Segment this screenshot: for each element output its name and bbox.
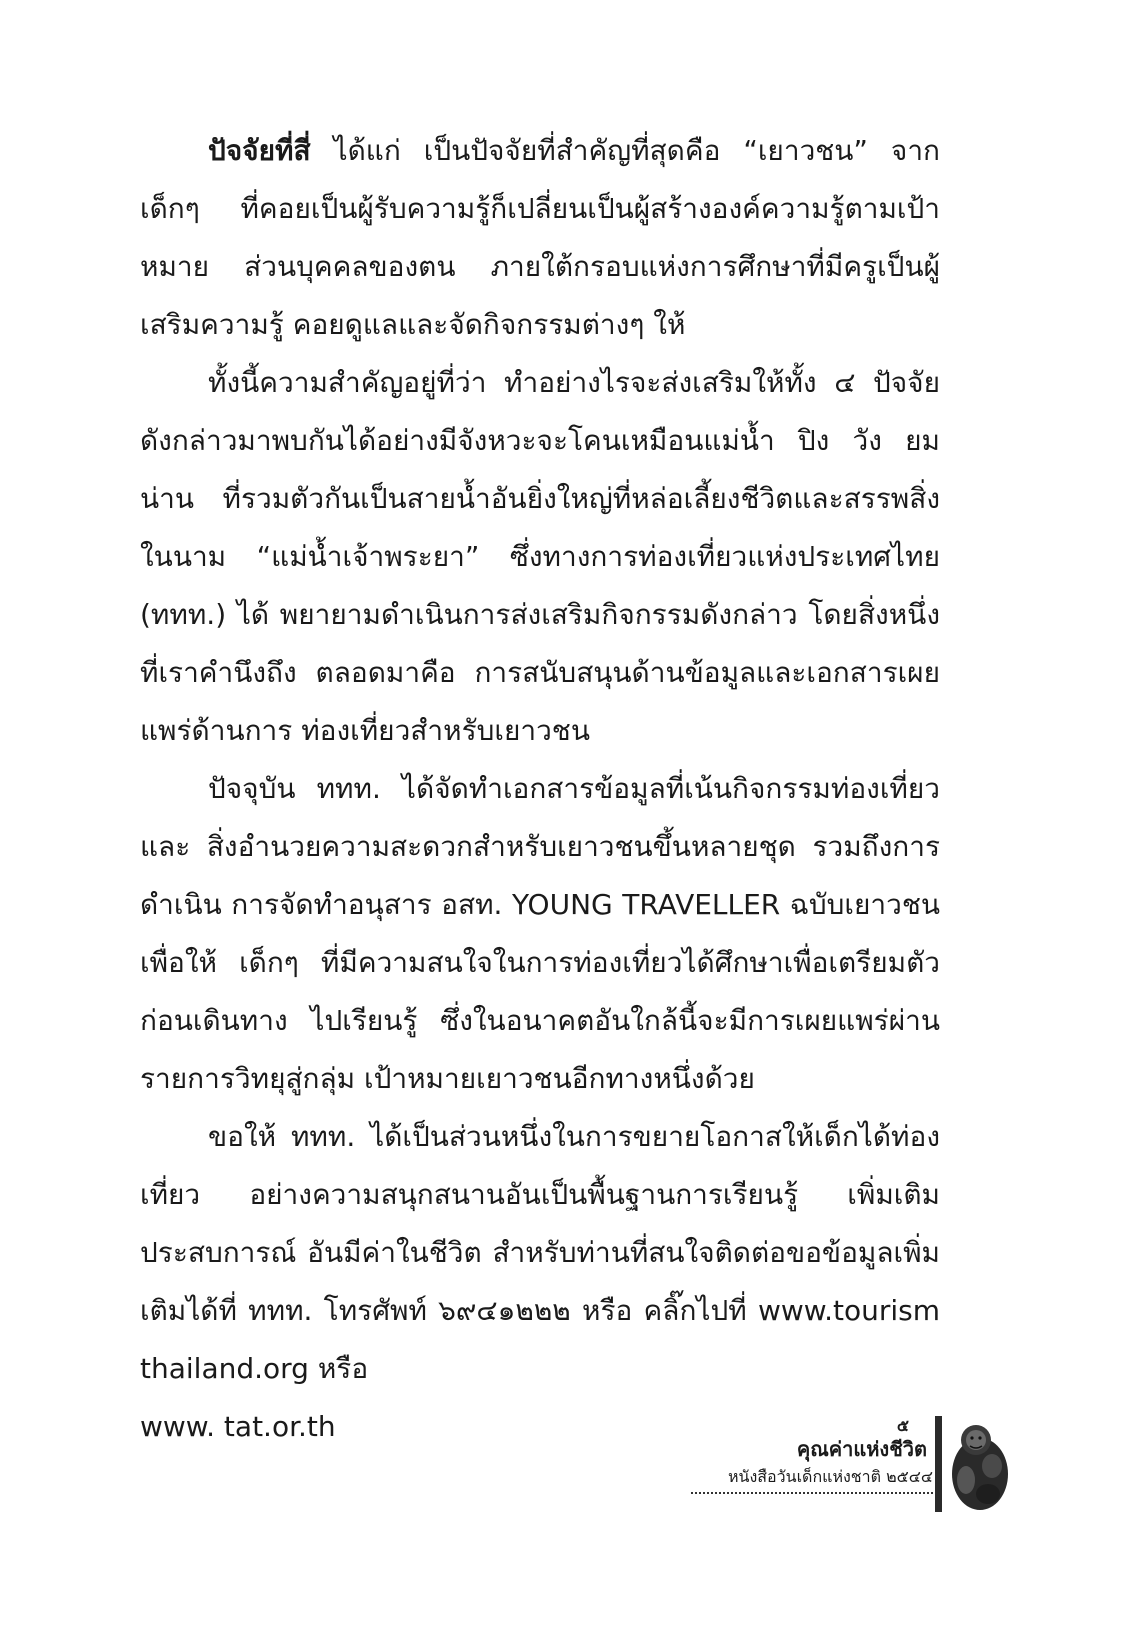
footer-subtitle: หนังสือวันเด็กแห่งชาติ ๒๕๔๔ [727,1467,933,1486]
paragraph-text: ทั้งนี้ความสำคัญอยู่ที่ว่า ทำอย่างไรจะส่งเสริมให้ทั้ง ๔ ปัจจัย ดังกล่าวมาพบกันได้อย่างมีจังหวะจะโคนเหมือนแม่น้ำ ปิง วัง ยม น่าน ที่รวมตัวกันเป็นสายน้ำอันยิ่งใหญ่ที่หล่อเลี้ยงชีวิตและสรรพสิ่งในนาม “แม่น้ำเจ้าพระยา” ซึ่งทางการท่องเที่ยวแห่งประเทศไทย (ททท.) ได้ พยายามดำเนินการส่งเสริมกิจกรรมดังกล่าว โดยสิ่งหนึ่งที่เราคำนึงถึง ตลอดมาคือ การสนับสนุนด้านข้อมูลและเอกสารเผยแพร่ด้านการ ท่องเที่ยวสำหรับเยาวชน [140,366,940,747]
child-portrait-icon [948,1410,1012,1512]
footer-divider [691,1492,941,1494]
paragraph-text: ปัจจุบัน ททท. ได้จัดทำเอกสารข้อมูลที่เน้นกิจกรรมท่องเที่ยวและ สิ่งอำนวยความสะดวกสำหรับเยาวชนขึ้นหลายชุด รวมถึงการดำเนิน การจัดทำอนุสาร อสท. YOUNG TRAVELLER ฉบับเยาวชน เพื่อให้ เด็กๆ ที่มีความสนใจในการท่องเที่ยวได้ศึกษาเพื่อเตรียมตัวก่อนเดินทาง ไปเรียนรู้ ซึ่งในอนาคตอันใกล้นี้จะมีการเผยแพร่ผ่านรายการวิทยุสู่กลุ่ม เป้าหมายเยาวชนอีกทางหนึ่งด้วย [140,772,940,1095]
paragraph-contact [140,1108,940,1398]
paragraph-text: ได้แก่ เป็นปัจจัยที่สำคัญที่สุดคือ “เยาวชน” จากเด็กๆ ที่คอยเป็นผู้รับความรู้ก็เปลี่ยนเป็นผู้สร้างองค์ความรู้ตามเป้าหมาย ส่วนบุคคลของตน ภายใต้กรอบแห่งการศึกษาที่มีครูเป็นผู้เสริมความรู้ คอยดูแลและจัดกิจกรรมต่างๆ ให้ [140,134,940,341]
website-url: www. tat.or.th [140,1410,336,1443]
footer-title: คุณค่าแห่งชีวิต [796,1437,927,1461]
footer-bar [935,1416,942,1512]
paragraph-importance [140,354,940,760]
paragraph-lead: ปัจจัยที่สี่ [208,134,311,167]
page-number: ๕ [896,1416,909,1435]
paragraph-factor-four [140,122,940,354]
paragraph-text: ขอให้ ททท. ได้เป็นส่วนหนึ่งในการขยายโอกาสให้เด็กได้ท่องเที่ยว อย่างความสนุกสนานอันเป็นพื้นฐานการเรียนรู้ เพิ่มเติมประสบการณ์ อันมีค่าในชีวิต สำหรับท่านที่สนใจติดต่อขอข้อมูลเพิ่มเติมได้ที่ ททท. โทรศัพท์ ๖๙๔๑๒๒๒ หรือ คลิ๊กไปที่ www.tourism thailand.org หรือ [140,1120,940,1385]
body-text [140,122,940,1456]
paragraph-current [140,760,940,1108]
